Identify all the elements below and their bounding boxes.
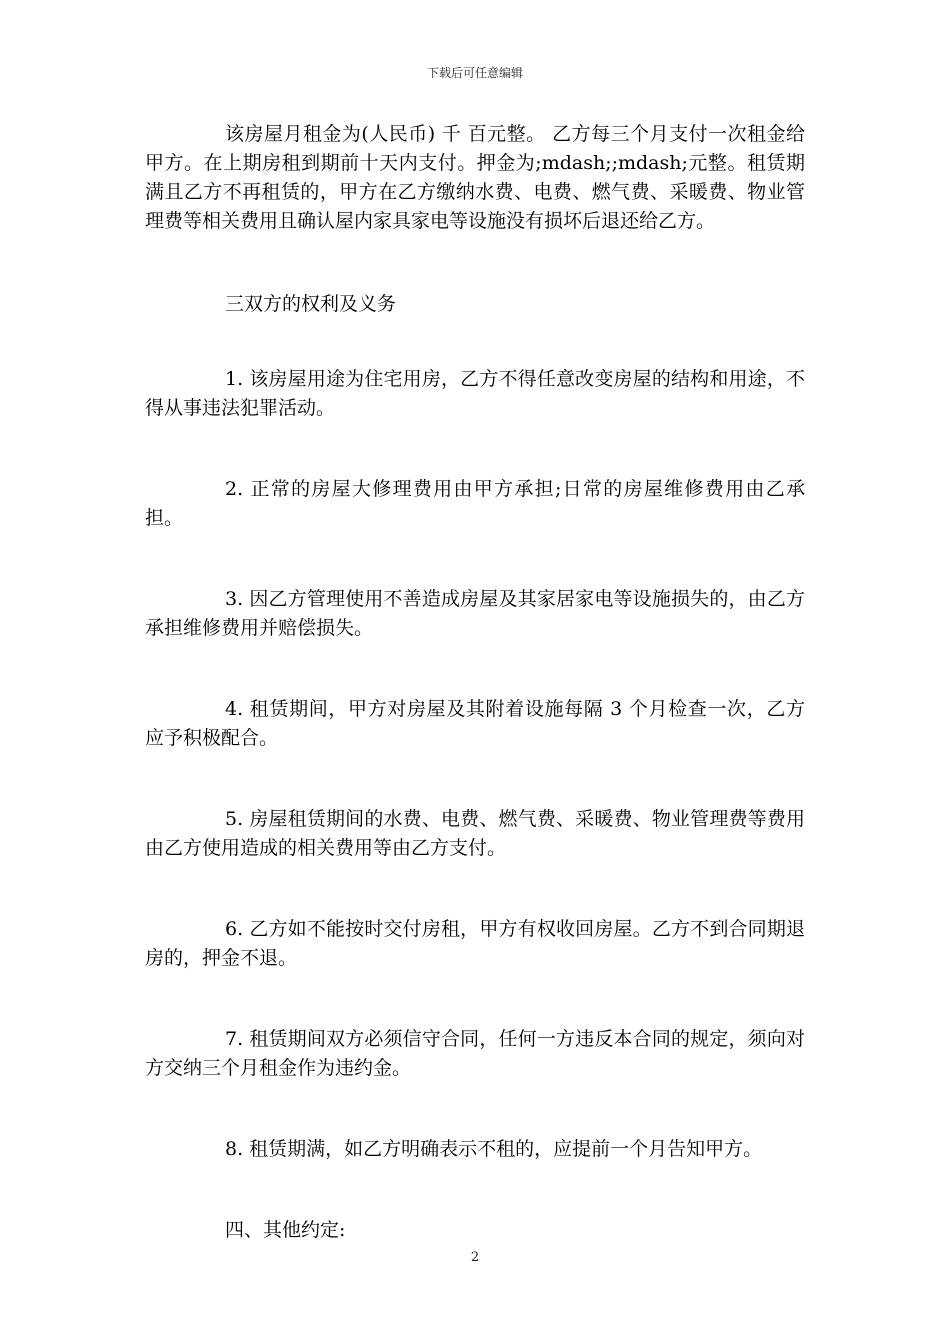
rent-paragraph: 该房屋月租金为(人民币) 千 百元整。 乙方每三个月支付一次租金给甲方。在上期房租到期前十天内支付。押金为;mdash;;mdash;元整。租赁期满且乙方不再租赁的，甲方在乙方缴纳水费、电费、燃气费、采暖费、物业管理费等相关费用且确认屋内家具家电等设施没有损坏后退还给乙方。	[145, 123, 805, 232]
document-body	[145, 120, 805, 1245]
clause-1: 1. 该房屋用途为住宅用房，乙方不得任意改变房屋的结构和用途，不得从事违法犯罪活动。	[145, 368, 805, 419]
page-header: 下载后可任意编辑	[426, 66, 523, 80]
clause-3: 3. 因乙方管理使用不善造成房屋及其家居家电等设施损失的，由乙方承担维修费用并赔偿损失。	[145, 588, 805, 639]
section-3-heading: 三双方的权利及义务	[225, 293, 397, 315]
clause-8: 8. 租赁期满，如乙方明确表示不租的，应提前一个月告知甲方。	[225, 1138, 763, 1160]
clause-5: 5. 房屋租赁期间的水费、电费、燃气费、采暖费、物业管理费等费用由乙方使用造成的相关费用等由乙方支付。	[145, 808, 805, 859]
clause-2: 2. 正常的房屋大修理费用由甲方承担;日常的房屋维修费用由乙承担。	[145, 478, 805, 529]
clause-6: 6. 乙方如不能按时交付房租，甲方有权收回房屋。乙方不到合同期退房的，押金不退。	[145, 918, 805, 969]
clause-4: 4. 租赁期间，甲方对房屋及其附着设施每隔 3 个月检查一次，乙方应予积极配合。	[145, 698, 805, 749]
section-4-heading: 四、其他约定:	[225, 1219, 346, 1241]
page-number: 2	[470, 1250, 480, 1265]
clause-7: 7. 租赁期间双方必须信守合同，任何一方违反本合同的规定，须向对方交纳三个月租金作为违约金。	[145, 1028, 805, 1079]
